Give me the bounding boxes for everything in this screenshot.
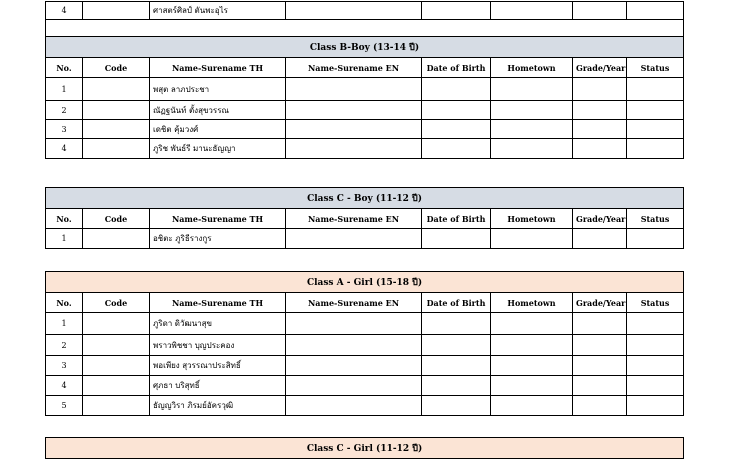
table-row [46, 396, 684, 416]
header-status: Status [627, 209, 684, 229]
name-th: ศาสตร์ศิลป์ ตันพะอุไร [150, 2, 286, 20]
header-dob: Date of Birth [422, 293, 491, 313]
row-number: 1 [46, 229, 83, 249]
header-name-th: Name-Surename TH [150, 293, 286, 313]
table-row [46, 313, 684, 335]
header-code: Code [83, 293, 150, 313]
table-row [46, 101, 684, 120]
header-hometown: Hometown [491, 209, 573, 229]
table-row [46, 139, 684, 159]
name-th: พสุต ลาภประชา [150, 78, 286, 101]
header-name-en: Name-Surename EN [286, 58, 422, 78]
header-status: Status [627, 58, 684, 78]
name-th: ภูริช พันธ์รี มานะธัญญา [150, 139, 286, 159]
name-th: พอเพียง สุวรรณาประสิทธิ์ [150, 356, 286, 376]
section-title: Class C - Girl (11-12 ปี) [46, 438, 684, 459]
roster-table-block-3 [45, 271, 684, 416]
name-th: เดชิต คุ้มวงศ์ [150, 120, 286, 139]
header-name-en: Name-Surename EN [286, 209, 422, 229]
header-status: Status [627, 293, 684, 313]
row-number: 2 [46, 335, 83, 356]
section-title-row [46, 272, 684, 293]
table-row [46, 356, 684, 376]
section-title-row [46, 438, 684, 459]
table-row [46, 2, 684, 20]
table-row [46, 229, 684, 249]
row-number: 4 [46, 2, 83, 20]
name-th: ธัญญวิรา ภิรมย์อัครวุฒิ [150, 396, 286, 416]
section-title: Class C - Boy (11-12 ปี) [46, 188, 684, 209]
header-no: No. [46, 293, 83, 313]
row-number: 3 [46, 120, 83, 139]
table-row [46, 78, 684, 101]
section-title: Class B-Boy (13-14 ปี) [46, 37, 684, 58]
roster-table-block-2 [45, 187, 684, 249]
table-row [46, 335, 684, 356]
roster-table-block-4 [45, 437, 684, 459]
header-no: No. [46, 209, 83, 229]
table-row [46, 120, 684, 139]
header-row [46, 293, 684, 313]
row-number: 1 [46, 78, 83, 101]
header-grade: Grade/Year [573, 209, 627, 229]
section-title-row [46, 37, 684, 58]
name-th: อชิตะ ภูริธีรางกูร [150, 229, 286, 249]
row-number: 2 [46, 101, 83, 120]
roster-table-block-1 [45, 1, 684, 159]
row-number: 4 [46, 139, 83, 159]
header-hometown: Hometown [491, 58, 573, 78]
name-th: พราวพิชชา บุญประคอง [150, 335, 286, 356]
header-name-th: Name-Surename TH [150, 58, 286, 78]
header-hometown: Hometown [491, 293, 573, 313]
header-no: No. [46, 58, 83, 78]
header-code: Code [83, 58, 150, 78]
header-row [46, 209, 684, 229]
header-grade: Grade/Year [573, 58, 627, 78]
section-title-row [46, 188, 684, 209]
table-row [46, 376, 684, 396]
header-row [46, 58, 684, 78]
header-name-en: Name-Surename EN [286, 293, 422, 313]
row-number: 5 [46, 396, 83, 416]
header-code: Code [83, 209, 150, 229]
name-th: ณัฏฐนันท์ ตั้งสุขวรรณ [150, 101, 286, 120]
row-number: 4 [46, 376, 83, 396]
name-th: ศุภธา บริสุทธิ์ [150, 376, 286, 396]
header-dob: Date of Birth [422, 58, 491, 78]
header-grade: Grade/Year [573, 293, 627, 313]
name-th: ภูริดา ดิวัฒนาสุข [150, 313, 286, 335]
header-name-th: Name-Surename TH [150, 209, 286, 229]
row-number: 3 [46, 356, 83, 376]
section-title: Class A - Girl (15-18 ปี) [46, 272, 684, 293]
row-number: 1 [46, 313, 83, 335]
header-dob: Date of Birth [422, 209, 491, 229]
